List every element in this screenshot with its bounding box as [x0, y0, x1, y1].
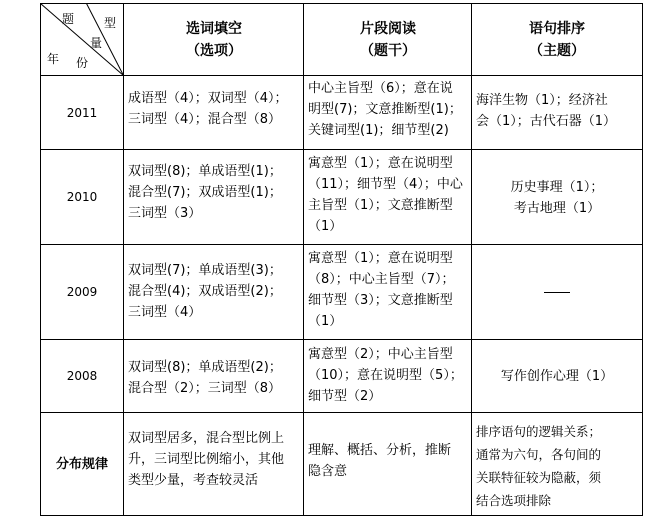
- year-cell: 2010: [66, 190, 98, 204]
- fill-in-cell: [124, 86, 304, 130]
- cell-line: 会（1）；古代石器（1）: [476, 114, 617, 129]
- reading-cell: [304, 246, 472, 332]
- header-subtitle: （选项）: [186, 43, 242, 59]
- cell-line: 关键词型(1)；细节型(2): [308, 123, 449, 138]
- empty-dash: [544, 292, 570, 293]
- cell-line: 寓意型（2）；中心主旨型: [308, 347, 453, 362]
- header-reading: [304, 4, 472, 76]
- cell-line: 细节型（3）；文意推断型: [308, 293, 453, 308]
- cell-line: 明型(7)；文意推断型(1)；: [308, 102, 462, 117]
- cell-line: 双词型(8)；单成语型(1)；: [128, 164, 282, 179]
- cell-line: 考古地理（1）: [513, 200, 601, 216]
- cell-line: 通常为六句，各句间的: [476, 447, 602, 462]
- cell-line: 双词型(8)；单成语型(2)；: [128, 360, 282, 375]
- header-title: 选词填空: [186, 21, 242, 37]
- fill-in-cell: [124, 258, 304, 323]
- cell-line: 寓意型（1）；意在说明型: [308, 156, 453, 171]
- cell-line: 排序语句的逻辑关系；: [476, 424, 602, 439]
- cell-line: 双词型(7)；单成语型(3)；: [128, 263, 282, 278]
- ordering-cell-empty: [472, 245, 642, 340]
- cell-line: 历史事理（1）；: [510, 179, 604, 195]
- cell-line: 写作创作心理（1）: [500, 369, 614, 384]
- cell-line: 海洋生物（1）；经济社: [476, 93, 608, 108]
- cell-line: （1）: [308, 314, 343, 329]
- cell-line: （1）: [308, 219, 343, 234]
- cell-line: 关联特征较为隐蔽，须: [476, 470, 602, 485]
- corner-label-ti: 题: [62, 12, 75, 26]
- ordering-cell: [472, 340, 642, 413]
- cell-line: （11）；细节型（4）；中心: [308, 177, 463, 192]
- fill-in-cell: [124, 355, 304, 399]
- cell-line: 细节型（2）: [308, 389, 382, 404]
- cell-line: 主旨型（1）；文意推断型: [308, 198, 453, 213]
- cell-line: 隐含意: [308, 464, 348, 479]
- year-cell: 2009: [66, 285, 98, 299]
- header-fill-in: [124, 4, 304, 76]
- cell-line: （10）；意在说明型（5）；: [308, 368, 463, 383]
- corner-label-nian: 年: [47, 52, 60, 66]
- year-cell: 2008: [66, 369, 98, 383]
- cell-line: 理解、概括、分析，推断: [308, 443, 452, 458]
- header-title: 语句排序: [529, 21, 585, 37]
- cell-line: 混合型(4)；双成语型(2)；: [128, 284, 282, 299]
- summary-reading-cell: [304, 438, 472, 482]
- cell-line: 类型少量，考查较灵活: [128, 473, 259, 488]
- cell-line: 中心主旨型（6）；意在说: [308, 81, 453, 96]
- year-cell: 2011: [66, 105, 98, 120]
- summary-ordering-cell: [472, 418, 642, 512]
- summary-fill-in-cell: [124, 426, 304, 491]
- reading-cell: [304, 76, 472, 141]
- header-ordering: [472, 4, 642, 76]
- cell-line: 混合型（2）；三词型（8）: [128, 381, 282, 396]
- corner-label-xing: 型: [104, 16, 117, 30]
- cell-line: 混合型(7)；双成语型(1)；: [128, 185, 282, 200]
- summary-label: 分布规律: [55, 456, 108, 472]
- header-subtitle: （题干）: [360, 43, 416, 59]
- cell-line: 三词型（3）: [128, 206, 202, 221]
- cell-line: 三词型（4）: [128, 305, 202, 320]
- corner-label-fen: 份: [76, 56, 89, 70]
- cell-line: 寓意型（1）；意在说明型: [308, 251, 453, 266]
- corner-header: [40, 3, 124, 76]
- cell-line: 结合选项排除: [476, 493, 552, 508]
- header-title: 片段阅读: [360, 21, 416, 37]
- cell-line: 双词型居多，混合型比例上: [128, 431, 285, 446]
- corner-label-liang: 量: [90, 36, 103, 50]
- cell-line: 成语型（4）；双词型（4）；: [128, 91, 288, 106]
- cell-line: （8）；中心主旨型（7）；: [308, 272, 455, 287]
- cell-line: 升，三词型比例缩小，其他: [128, 452, 285, 467]
- fill-in-cell: [124, 159, 304, 224]
- reading-cell: [304, 342, 472, 407]
- cell-line: 三词型（4）；混合型（8）: [128, 112, 282, 127]
- ordering-cell: [472, 150, 642, 245]
- header-subtitle: （主题）: [529, 43, 585, 59]
- ordering-cell: [472, 88, 642, 132]
- reading-cell: [304, 151, 472, 237]
